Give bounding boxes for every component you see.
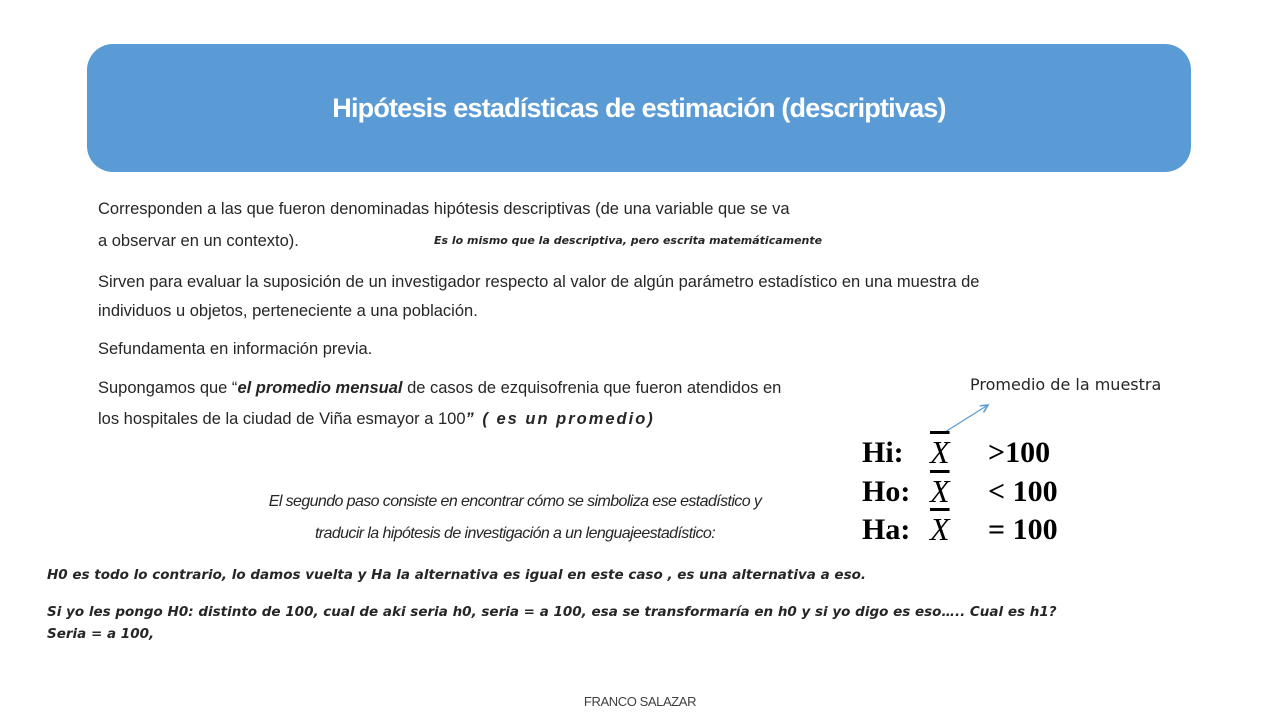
- hypothesis-label: Ho:: [862, 475, 911, 508]
- hypothesis-label: Hi:: [862, 436, 904, 469]
- paragraph-4-line-2: [98, 405, 655, 433]
- sample-mean-symbol: $\overline{X}$: [930, 473, 950, 509]
- note-h1-line-1: Si yo les pongo H0: distinto de 100, cual de aki seria h0, seria = a 100, esa se transformaría en h0 y si yo digo es eso….. Cual es h1?: [47, 604, 1057, 620]
- hypothesis-condition: = 100: [988, 513, 1058, 546]
- title-banner: [87, 44, 1191, 172]
- hypothesis-condition: >100: [988, 436, 1051, 469]
- paragraph-1-line-2: a observar en un contexto).: [98, 232, 299, 250]
- paragraph-4-line-1: [98, 374, 781, 402]
- slide-title: Hipótesis estadísticas de estimación (descriptivas): [332, 92, 946, 123]
- paragraph-3: Sefundamenta en información previa.: [98, 340, 373, 358]
- p4-rest: de casos de ezquisofrenia que fueron atendidos en: [402, 379, 782, 397]
- sample-mean-symbol: $\overline{X}$: [930, 434, 950, 470]
- sample-mean-annotation: Promedio de la muestra: [970, 375, 1162, 394]
- arrow-line: [945, 405, 988, 432]
- paragraph-1-line-1: Corresponden a las que fueron denominadas hipótesis descriptivas (de una variable que se va: [98, 200, 790, 218]
- math-note: Es lo mismo que la descriptiva, pero escrita matemáticamente: [434, 234, 823, 247]
- hypothesis-label: Ha:: [862, 513, 911, 546]
- p4-line2-prefix: los hospitales de la ciudad de Viña esmayor a 100: [98, 410, 466, 428]
- p4-emphasis: el promedio mensual: [237, 379, 403, 397]
- paragraph-2-line-1: Sirven para evaluar la suposición de un investigador respecto al valor de algún parámetro estadístico en una muestra de: [98, 273, 980, 291]
- note-h0: H0 es todo lo contrario, lo damos vuelta y Ha la alternativa es igual en este caso , es una alternativa a eso.: [47, 567, 867, 583]
- p4-prefix: Supongamos que “: [98, 379, 238, 397]
- paragraph-2-line-2: individuos u objetos, perteneciente a una población.: [98, 302, 478, 320]
- footer-author: FRANCO SALAZAR: [583, 694, 697, 709]
- center-text-line-2: traducir la hipótesis de investigación a un lenguajeestadístico:: [314, 525, 716, 542]
- hypothesis-condition: < 100: [988, 475, 1058, 508]
- sample-mean-symbol: $\overline{X}$: [930, 511, 950, 547]
- center-text-line-1: El segundo paso consiste en encontrar cómo se simboliza ese estadístico y: [268, 493, 762, 510]
- note-h1-line-2: Seria = a 100,: [47, 626, 155, 642]
- p4-line2-emphasis: ” ( es un promedio): [465, 410, 655, 428]
